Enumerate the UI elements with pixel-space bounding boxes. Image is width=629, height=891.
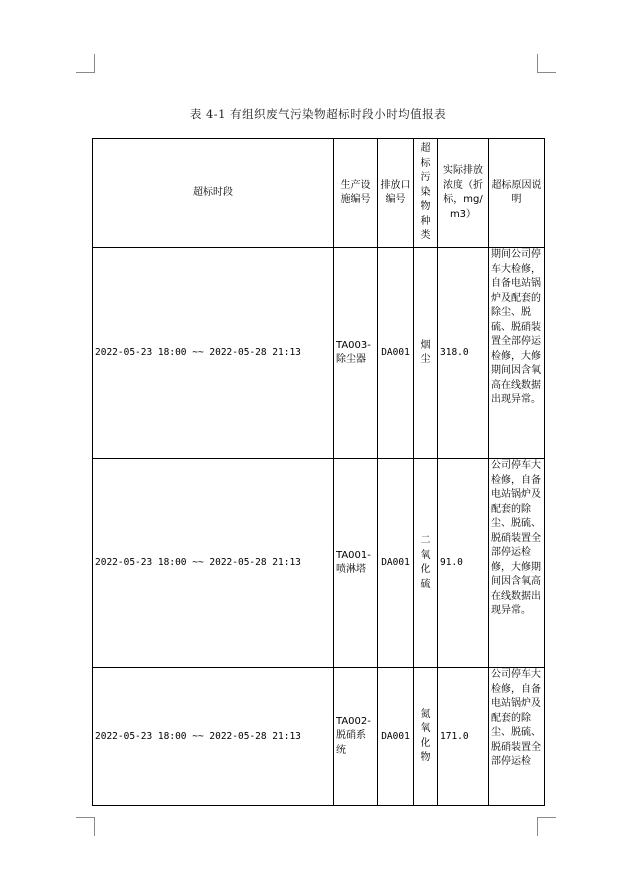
cell-period: 2022-05-23 18:00 ~~ 2022-05-28 21:13 [93, 248, 334, 459]
cell-reason: 公司停车大检修，自备电站锅炉及配套的除尘、脱硫、脱硝装置全部停运检修，大修期间因含氧高在线数据出现异常。 [489, 459, 545, 668]
cell-pollutant: 二氧化硫 [414, 459, 438, 668]
cell-outlet: DA001 [378, 459, 414, 668]
table-caption: 表 4-1 有组织废气污染物超标时段小时均值报表 [189, 107, 447, 121]
cell-outlet: DA001 [378, 248, 414, 459]
cell-outlet: DA001 [378, 668, 414, 806]
table-row [93, 459, 545, 668]
header-period: 超标时段 [93, 139, 334, 248]
table-row [93, 248, 545, 459]
cell-reason: 公司停车大检修，自备电站锅炉及配套的除尘、脱硫、脱硝装置全部停运检 [489, 668, 545, 806]
header-reason: 超标原因说明 [489, 139, 545, 248]
header-pollutant: 超标污染物种类 [414, 139, 438, 248]
crop-mark-top-left [76, 54, 95, 73]
exceedance-report-table [92, 138, 545, 806]
crop-mark-bottom-right [537, 817, 556, 836]
cell-facility: TA003-除尘器 [334, 248, 378, 459]
cell-facility: TA002-脱硝系统 [334, 668, 378, 806]
cell-pollutant: 氮氧化物 [414, 668, 438, 806]
header-concentration: 实际排放浓度（折标，mg/m3） [438, 139, 489, 248]
crop-mark-bottom-left [76, 817, 95, 836]
table-header-row [93, 139, 545, 248]
cell-concentration: 318.0 [438, 248, 489, 459]
cell-concentration: 91.0 [438, 459, 489, 668]
cell-facility: TA001-喷淋塔 [334, 459, 378, 668]
cell-reason: 期间公司停车大检修，自备电站锅炉及配套的除尘、脱硫、脱硝装置全部停运检修，大修期间因含氧高在线数据出现异常。 [489, 248, 545, 459]
cell-period: 2022-05-23 18:00 ~~ 2022-05-28 21:13 [93, 459, 334, 668]
table-row [93, 668, 545, 806]
crop-mark-top-right [537, 54, 556, 73]
cell-concentration: 171.0 [438, 668, 489, 806]
header-outlet: 排放口编号 [378, 139, 414, 248]
cell-period: 2022-05-23 18:00 ~~ 2022-05-28 21:13 [93, 668, 334, 806]
cell-pollutant: 烟尘 [414, 248, 438, 459]
header-facility: 生产设施编号 [334, 139, 378, 248]
